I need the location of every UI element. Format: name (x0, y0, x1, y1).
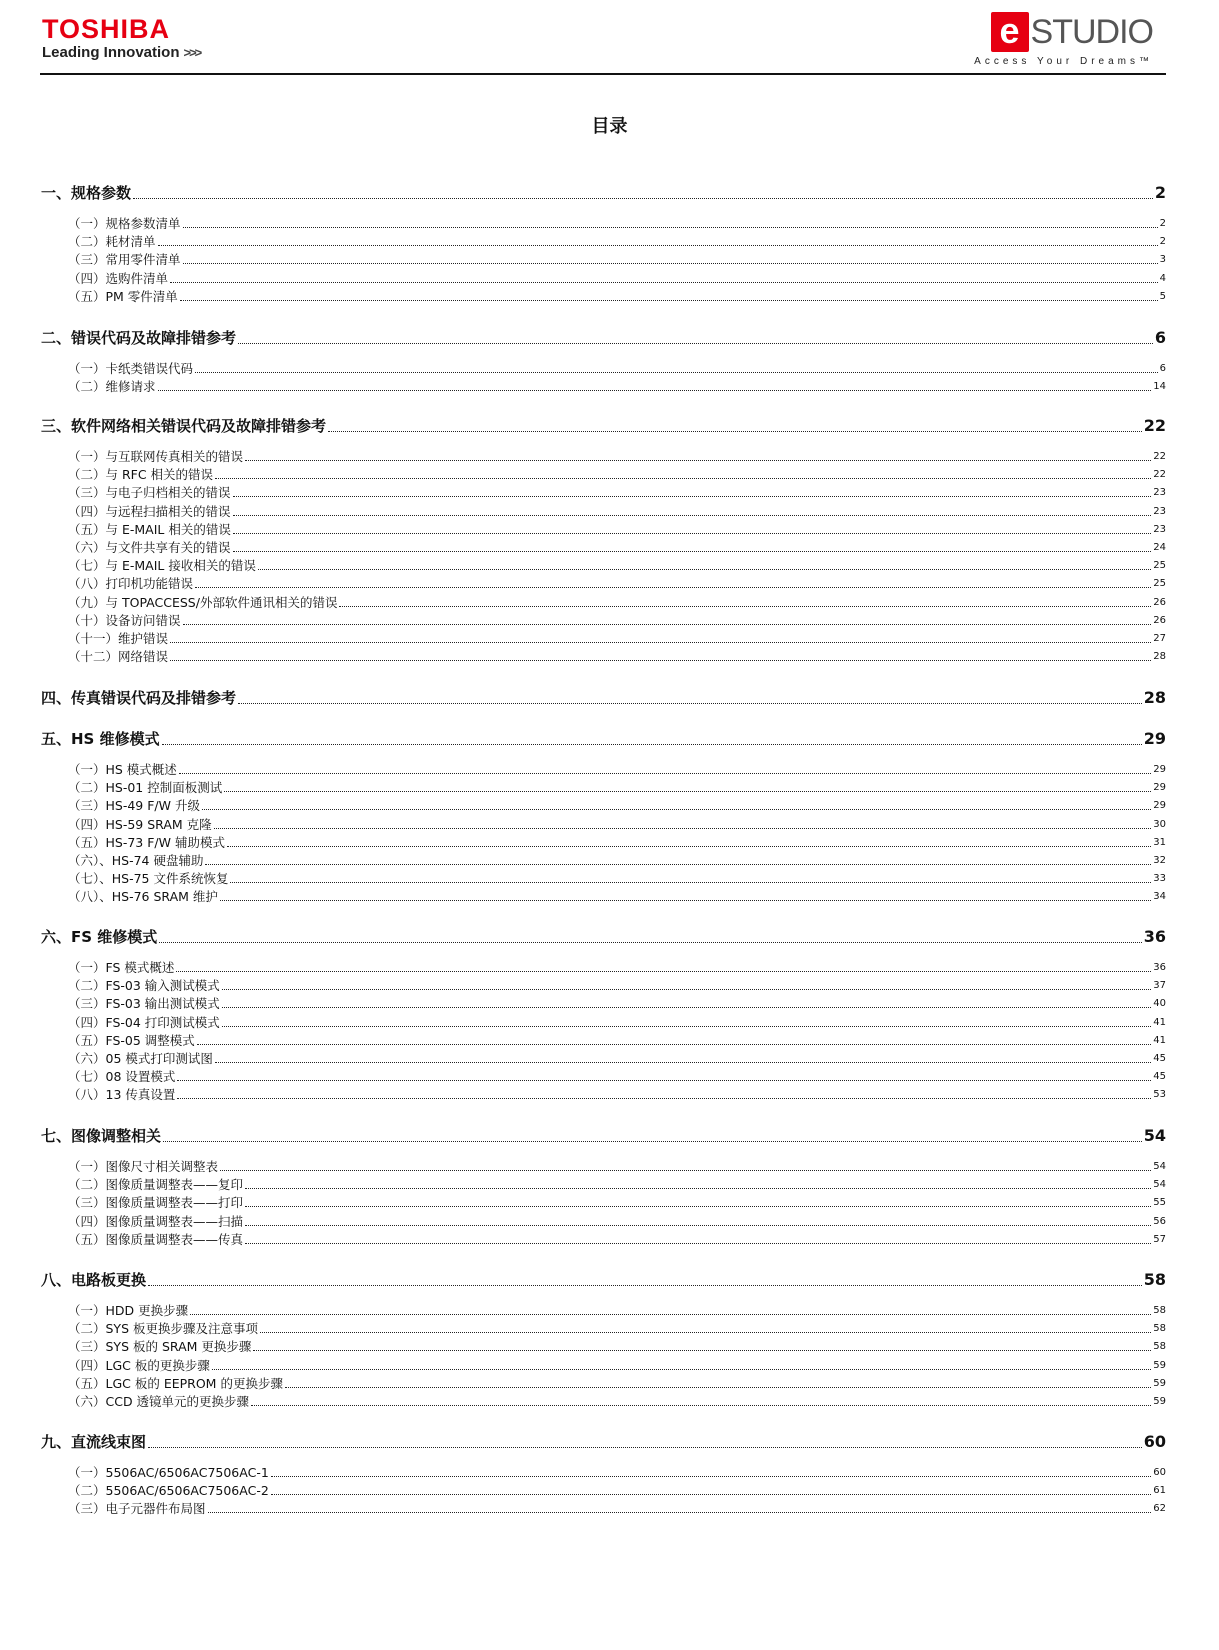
toc-page-number: 22 (1153, 469, 1166, 480)
toc-page-number: 28 (1143, 688, 1166, 707)
toc-entry[interactable] (41, 871, 1166, 887)
toc-entry-title: （一）与互联网传真相关的错误 (68, 449, 244, 464)
toc-page-number: 55 (1153, 1197, 1166, 1208)
toc-entry-title: （二）SYS 板更换步骤及注意事项 (68, 1321, 258, 1336)
toc-page-number: 3 (1159, 254, 1166, 265)
dot-leader (148, 1285, 1142, 1286)
toc-entry[interactable] (41, 1015, 1166, 1031)
toc-entry-title: （二）FS-03 输入测试模式 (68, 978, 220, 993)
toc-page-number: 6 (1159, 363, 1166, 374)
toc-entry[interactable] (41, 889, 1166, 905)
dot-leader (170, 660, 1151, 661)
toc-entry[interactable] (41, 485, 1166, 501)
toc-entry-title: （三）FS-03 输出测试模式 (68, 996, 220, 1011)
toc-entry[interactable] (41, 1501, 1166, 1517)
toc-page-number: 58 (1153, 1341, 1166, 1352)
toc-page-number: 56 (1153, 1216, 1166, 1227)
toc-page-number: 59 (1153, 1378, 1166, 1389)
toc-section-title: 六、FS 维修模式 (41, 928, 158, 946)
toc-entry-title: （一）图像尺寸相关调整表 (68, 1159, 219, 1174)
toc-section[interactable] (41, 1270, 1166, 1290)
toc-entry[interactable] (41, 289, 1166, 305)
toc-entry-title: （六）、HS-74 硬盘辅助 (68, 853, 204, 868)
toc-entry[interactable] (41, 449, 1166, 465)
toc-page-number: 58 (1143, 1270, 1166, 1289)
toc-page-number: 23 (1153, 487, 1166, 498)
toc-page-number: 59 (1153, 1396, 1166, 1407)
toc-entry-title: （一）卡纸类错误代码 (68, 361, 194, 376)
dot-leader (158, 390, 1152, 391)
dot-leader (179, 773, 1151, 774)
toc-page-number: 25 (1153, 578, 1166, 589)
toc-page-number: 23 (1153, 524, 1166, 535)
dot-leader (205, 864, 1151, 865)
toc-entry-title: （九）与 TOPACCESS/外部软件通讯相关的错误 (68, 595, 338, 610)
toc-section-title: 七、图像调整相关 (41, 1127, 162, 1145)
toc-entry[interactable] (41, 1321, 1166, 1337)
toc-entry-title: （六）05 模式打印测试图 (68, 1051, 213, 1066)
estudio-logo (973, 12, 1153, 74)
toc-entry[interactable] (41, 1483, 1166, 1499)
toc-page-number: 45 (1153, 1053, 1166, 1064)
dot-leader (215, 478, 1151, 479)
toc-page-number: 28 (1153, 651, 1166, 662)
dot-leader (214, 828, 1152, 829)
toc-entry[interactable] (41, 978, 1166, 994)
e-mark-icon: e (991, 12, 1029, 52)
toc-entry-title: （四）图像质量调整表——扫描 (68, 1214, 244, 1229)
toc-page-number: 2 (1159, 236, 1166, 247)
toc-entry-title: （十）设备访问错误 (68, 613, 181, 628)
toc-entry[interactable] (41, 1339, 1166, 1355)
dot-leader (212, 1369, 1151, 1370)
dot-leader (245, 460, 1151, 461)
dot-leader (133, 198, 1153, 199)
dot-leader (238, 343, 1153, 344)
toc-section[interactable] (41, 416, 1166, 436)
toc-entry[interactable] (41, 558, 1166, 574)
dot-leader (195, 587, 1151, 588)
toc-section-title: 一、规格参数 (41, 184, 132, 202)
toc-entry[interactable] (41, 853, 1166, 869)
toc-entry-title: （二）5506AC/6506AC7506AC-2 (68, 1483, 269, 1498)
toc-entry[interactable] (41, 271, 1166, 287)
toc-page-number: 54 (1153, 1179, 1166, 1190)
toc-entry[interactable] (41, 1087, 1166, 1103)
dot-leader (158, 245, 1158, 246)
dot-leader (195, 372, 1158, 373)
toc-page-number: 30 (1153, 819, 1166, 830)
toc-section[interactable] (41, 328, 1166, 348)
dot-leader (224, 791, 1151, 792)
toc-entry-title: （二）HS-01 控制面板测试 (68, 780, 223, 795)
toc-entry[interactable] (41, 649, 1166, 665)
toc-page-number: 54 (1153, 1161, 1166, 1172)
toc-entry-title: （四）选购件清单 (68, 271, 169, 286)
dot-leader (183, 263, 1158, 264)
toc-entry[interactable] (41, 613, 1166, 629)
dot-leader (233, 533, 1151, 534)
toc-page-number: 29 (1153, 764, 1166, 775)
dot-leader (180, 300, 1158, 301)
toc-entry-title: （二）耗材清单 (68, 234, 156, 249)
toc-page-number: 4 (1159, 273, 1166, 284)
toc-page-number: 23 (1153, 506, 1166, 517)
toc-entry-title: （七）与 E-MAIL 接收相关的错误 (68, 558, 256, 573)
toc-entry[interactable] (41, 1376, 1166, 1392)
toc-page-number: 33 (1153, 873, 1166, 884)
dot-leader (183, 227, 1158, 228)
toc-entry[interactable] (41, 960, 1166, 976)
toc-entry[interactable] (41, 1358, 1166, 1374)
toc-section[interactable] (41, 1126, 1166, 1146)
toc-entry[interactable] (41, 252, 1166, 268)
toc-page-number: 24 (1153, 542, 1166, 553)
toc-entry-title: （十二）网络错误 (68, 649, 169, 664)
dot-leader (233, 551, 1152, 552)
toc-entry[interactable] (41, 576, 1166, 592)
toc-page-number: 60 (1153, 1467, 1166, 1478)
toc-section-title: 八、电路板更换 (41, 1271, 147, 1289)
toc-entry[interactable] (41, 1394, 1166, 1410)
toc-entry-title: （一）HDD 更换步骤 (68, 1303, 189, 1318)
dot-leader (245, 1206, 1151, 1207)
toc-entry-title: （一）HS 模式概述 (68, 762, 177, 777)
dot-leader (233, 496, 1152, 497)
toc-entry-title: （二）与 RFC 相关的错误 (68, 467, 214, 482)
dot-leader (222, 1026, 1151, 1027)
toc-page-number: 2 (1159, 218, 1166, 229)
toc-section-title: 四、传真错误代码及排错参考 (41, 689, 237, 707)
toc-page-number: 29 (1153, 800, 1166, 811)
toc-entry-title: （三）常用零件清单 (68, 252, 181, 267)
toc-entry[interactable] (41, 1195, 1166, 1211)
toshiba-logo (42, 14, 200, 62)
toc-entry[interactable] (41, 817, 1166, 833)
toc-entry[interactable] (41, 1051, 1166, 1067)
dot-leader (230, 882, 1151, 883)
toc-entry-title: （六）与文件共享有关的错误 (68, 540, 231, 555)
toc-entry-title: （四）FS-04 打印测试模式 (68, 1015, 220, 1030)
dot-leader (339, 606, 1151, 607)
toc-entry-title: （五）FS-05 调整模式 (68, 1033, 195, 1048)
chevrons-icon: >>> (183, 45, 201, 60)
dot-leader (177, 1098, 1151, 1099)
dot-leader (245, 1225, 1151, 1226)
toc-entry-title: （三）SYS 板的 SRAM 更换步骤 (68, 1339, 252, 1354)
toc-section[interactable] (41, 183, 1166, 203)
toc-page-number: 61 (1153, 1485, 1166, 1496)
toc-section-title: 五、HS 维修模式 (41, 730, 160, 748)
toc-entry[interactable] (41, 1069, 1166, 1085)
toc-page-number: 58 (1153, 1323, 1166, 1334)
toc-page-number: 37 (1153, 980, 1166, 991)
dot-leader (190, 1314, 1151, 1315)
toc-entry-title: （二）图像质量调整表——复印 (68, 1177, 244, 1192)
toc-entry[interactable] (41, 361, 1166, 377)
dot-leader (251, 1405, 1151, 1406)
dot-leader (260, 1332, 1151, 1333)
toc-page-number: 59 (1153, 1360, 1166, 1371)
dot-leader (233, 515, 1152, 516)
toc-entry[interactable] (41, 1232, 1166, 1248)
toc-page-number: 22 (1143, 416, 1166, 435)
toc-page-number: 27 (1153, 633, 1166, 644)
dot-leader (176, 971, 1151, 972)
dot-leader (148, 1447, 1142, 1448)
toc-entry[interactable] (41, 798, 1166, 814)
toc-entry-title: （三）HS-49 F/W 升级 (68, 798, 200, 813)
toc-entry-title: （四）与远程扫描相关的错误 (68, 504, 231, 519)
toc-page-number: 2 (1154, 183, 1166, 202)
toc-entry[interactable] (41, 762, 1166, 778)
toc-entry[interactable] (41, 996, 1166, 1012)
toc-page-number: 5 (1159, 291, 1166, 302)
dot-leader (183, 624, 1152, 625)
toc-entry-title: （三）电子元器件布局图 (68, 1501, 206, 1516)
toc-section-title: 九、直流线束图 (41, 1433, 147, 1451)
toc-page-number: 36 (1143, 927, 1166, 946)
toc-page-number: 29 (1153, 782, 1166, 793)
toc-page-number: 45 (1153, 1071, 1166, 1082)
toc-section[interactable] (41, 688, 1166, 708)
dot-leader (253, 1350, 1151, 1351)
dot-leader (202, 809, 1151, 810)
toc-entry-title: （八）、HS-76 SRAM 维护 (68, 889, 218, 904)
dot-leader (170, 642, 1151, 643)
toc-entry[interactable] (41, 522, 1166, 538)
toc-page-number: 41 (1153, 1035, 1166, 1046)
toc-entry[interactable] (41, 1465, 1166, 1481)
toc-page-number: 25 (1153, 560, 1166, 571)
toc-entry-title: （五）与 E-MAIL 相关的错误 (68, 522, 231, 537)
toc-page-number: 32 (1153, 855, 1166, 866)
toc-entry-title: （一）规格参数清单 (68, 216, 181, 231)
dot-leader (245, 1243, 1151, 1244)
toc-entry-title: （一）FS 模式概述 (68, 960, 175, 975)
header-divider (40, 73, 1166, 75)
brand-name: TOSHIBA (42, 14, 171, 44)
toc-entry-title: （七）08 设置模式 (68, 1069, 176, 1084)
toc-section-title: 二、错误代码及故障排错参考 (41, 329, 237, 347)
dot-leader (271, 1494, 1151, 1495)
toc-entry[interactable] (41, 1214, 1166, 1230)
dot-leader (222, 1007, 1151, 1008)
toc-section[interactable] (41, 729, 1166, 749)
product-name: STUDIO (1030, 13, 1153, 51)
toc-entry[interactable] (41, 595, 1166, 611)
toc-entry[interactable] (41, 835, 1166, 851)
dot-leader (215, 1062, 1151, 1063)
dot-leader (170, 282, 1158, 283)
dot-leader (197, 1044, 1151, 1045)
dot-leader (220, 1170, 1151, 1171)
page-header (40, 12, 1165, 74)
toc-entry-title: （八）13 传真设置 (68, 1087, 176, 1102)
dot-leader (238, 703, 1142, 704)
dot-leader (159, 942, 1141, 943)
toc-entry-title: （四）LGC 板的更换步骤 (68, 1358, 210, 1373)
toc-entry[interactable] (41, 1033, 1166, 1049)
toc-section[interactable] (41, 1432, 1166, 1452)
toc-entry-title: （五）LGC 板的 EEPROM 的更换步骤 (68, 1376, 283, 1391)
toc-entry-title: （一）5506AC/6506AC7506AC-1 (68, 1465, 269, 1480)
toc-entry-title: （五）PM 零件清单 (68, 289, 178, 304)
toc-entry[interactable] (41, 1177, 1166, 1193)
toc-entry[interactable] (41, 504, 1166, 520)
brand-tagline (42, 44, 200, 62)
toc-entry-title: （三）与电子归档相关的错误 (68, 485, 231, 500)
toc-page-number: 26 (1153, 597, 1166, 608)
toc-page-number: 54 (1143, 1126, 1166, 1145)
toc-page-number: 62 (1153, 1503, 1166, 1514)
toc-page-number: 29 (1143, 729, 1166, 748)
dot-leader (208, 1512, 1152, 1513)
dot-leader (162, 744, 1142, 745)
toc-entry[interactable] (41, 467, 1166, 483)
toc-entry-title: （三）图像质量调整表——打印 (68, 1195, 244, 1210)
dot-leader (285, 1387, 1151, 1388)
toc-entry-title: （七）、HS-75 文件系统恢复 (68, 871, 229, 886)
dot-leader (220, 900, 1151, 901)
toc-entry[interactable] (41, 540, 1166, 556)
toc-section[interactable] (41, 927, 1166, 947)
toc-entry-title: （六）CCD 透镜单元的更换步骤 (68, 1394, 250, 1409)
toc-page-number: 36 (1153, 962, 1166, 973)
toc-entry-title: （五）图像质量调整表——传真 (68, 1232, 244, 1247)
dot-leader (163, 1141, 1142, 1142)
dot-leader (328, 431, 1142, 432)
toc-entry[interactable] (41, 1303, 1166, 1319)
toc-page-number: 31 (1153, 837, 1166, 848)
toc-entry[interactable] (41, 234, 1166, 250)
estudio-wordmark (991, 12, 1153, 52)
toc-entry[interactable] (41, 780, 1166, 796)
dot-leader (258, 569, 1151, 570)
toc-page-number: 14 (1153, 381, 1166, 392)
toc-page-number: 34 (1153, 891, 1166, 902)
toc-page-number: 53 (1153, 1089, 1166, 1100)
toc-page-number: 22 (1153, 451, 1166, 462)
toc-page-number: 58 (1153, 1305, 1166, 1316)
toc-page-number: 40 (1153, 998, 1166, 1009)
toc-entry[interactable] (41, 379, 1166, 395)
toc-page-number: 57 (1153, 1234, 1166, 1245)
toc-page-number: 60 (1143, 1432, 1166, 1451)
toc-entry[interactable] (41, 631, 1166, 647)
dot-leader (245, 1188, 1151, 1189)
dot-leader (227, 846, 1151, 847)
dot-leader (222, 989, 1151, 990)
toc-entry[interactable] (41, 1159, 1166, 1175)
product-tagline: Access Your Dreams™ (974, 56, 1153, 67)
toc-entry-title: （八）打印机功能错误 (68, 576, 194, 591)
toc-page-number: 41 (1153, 1017, 1166, 1028)
tagline-text: Leading Innovation (42, 44, 180, 61)
dot-leader (177, 1080, 1151, 1081)
page-title: 目录 (591, 116, 628, 137)
toc-page-number: 6 (1154, 328, 1166, 347)
toc-entry-title: （五）HS-73 F/W 辅助模式 (68, 835, 225, 850)
dot-leader (271, 1476, 1151, 1477)
toc-page-number: 26 (1153, 615, 1166, 626)
toc-section-title: 三、软件网络相关错误代码及故障排错参考 (41, 417, 327, 435)
toc-entry[interactable] (41, 216, 1166, 232)
toc-entry-title: （二）维修请求 (68, 379, 156, 394)
toc-entry-title: （四）HS-59 SRAM 克隆 (68, 817, 212, 832)
toc-entry-title: （十一）维护错误 (68, 631, 169, 646)
